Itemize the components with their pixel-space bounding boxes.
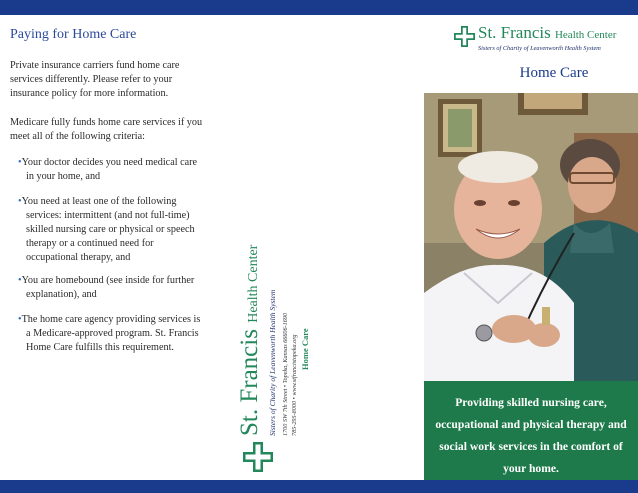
nurse-with-patient-photo — [424, 93, 638, 381]
back-tagline: Sisters of Charity of Leavenworth Health System — [268, 289, 277, 436]
medicare-paragraph: Medicare fully funds home care services if you meet all of the following criteria: — [10, 117, 203, 142]
bullet-dot: • — [18, 314, 22, 325]
back-cover-panel — [212, 15, 424, 480]
top-color-band — [0, 0, 638, 15]
caption-box — [424, 381, 638, 480]
bullet-text: The home care agency providing services is a Medicare-approved program. St. Francis Home Care fulfills this requirement. — [21, 314, 201, 353]
back-address: 1700 SW 7th Street • Topeka, Kansas 66606-1690 — [282, 312, 289, 436]
back-phone-web: 785-295-8000 • www.stfrancistopeka.org — [291, 334, 298, 436]
criteria-bullet — [18, 274, 206, 302]
bullet-dot: • — [18, 157, 22, 168]
front-logo — [454, 23, 638, 63]
front-cover-panel — [424, 15, 638, 480]
insurance-paragraph: Private insurance carriers fund home care services differently. Please refer to your insurance policy for more information. — [10, 60, 180, 99]
cross-logo-icon — [243, 442, 273, 472]
back-brand-block — [237, 245, 277, 436]
front-caption: Providing skilled nursing care, occupational and physical therapy and social work services in the comfort of your home. — [435, 396, 627, 475]
bullet-text: You are homebound (see inside for further explanation), and — [21, 275, 195, 300]
back-cover-rotated-block — [223, 244, 311, 472]
bullet-text: Your doctor decides you need medical care in your home, and — [21, 157, 198, 182]
criteria-bullet — [18, 195, 206, 265]
back-brand-name: St. Francis — [236, 329, 263, 436]
bullet-dot: • — [18, 196, 22, 207]
back-brand-suffix: Health Center — [246, 244, 261, 323]
bottom-color-band — [0, 480, 638, 493]
front-tagline: Sisters of Charity of Leavenworth Health System — [478, 45, 601, 52]
criteria-bullet — [18, 313, 206, 355]
left-panel — [0, 15, 212, 480]
front-cover-title: Home Care — [519, 65, 589, 81]
front-brand-suffix: Health Center — [554, 29, 617, 41]
front-brand-block — [478, 24, 616, 52]
criteria-bullet — [18, 156, 206, 184]
paying-heading: Paying for Home Care — [10, 27, 137, 42]
bullet-text: You need at least one of the following services: intermittent (and not full-time) skilled nursing care or physical or speech therapy or a continued need for occupational therapy, and — [21, 196, 195, 263]
back-cover-title: Home Care — [300, 328, 310, 370]
front-brand-name: St. Francis — [478, 23, 551, 42]
cross-logo-icon — [454, 26, 475, 47]
bullet-dot: • — [18, 275, 22, 286]
back-contact-block — [281, 313, 299, 436]
